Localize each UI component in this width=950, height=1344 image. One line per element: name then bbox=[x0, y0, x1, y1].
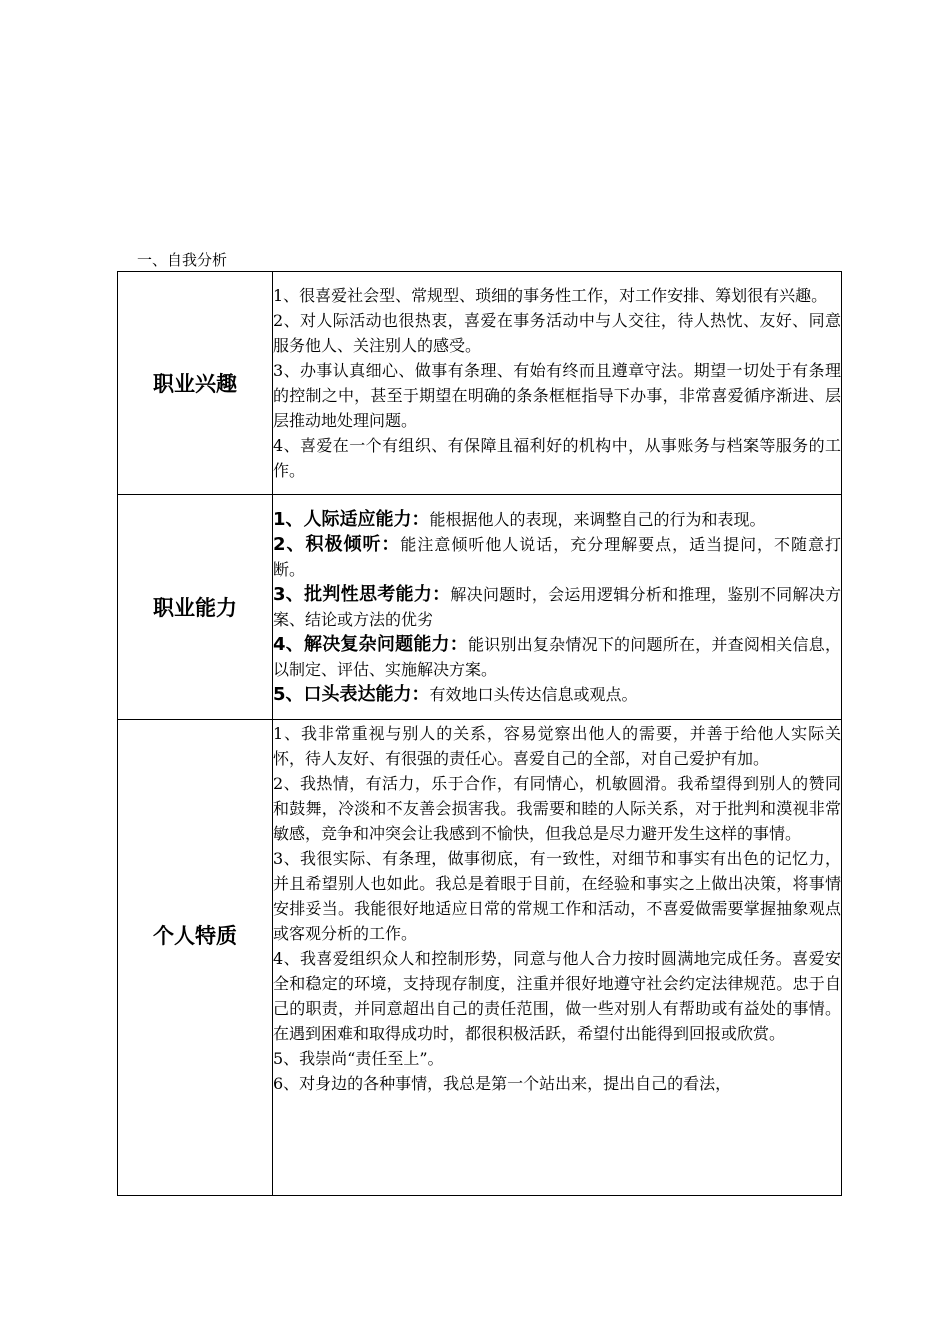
ability-item-1-title: 1、人际适应能力： bbox=[273, 509, 430, 530]
traits-paragraph-6: 6、对身边的各种事情，我总是第一个站出来，提出自己的看法， bbox=[273, 1073, 732, 1093]
ability-item-5-text: 有效地口头传达信息或观点。 bbox=[429, 685, 638, 704]
row-label-traits: 个人特质 bbox=[153, 924, 237, 948]
label-cell-traits bbox=[118, 720, 273, 1196]
traits-paragraph-3: 3、我很实际、有条理，做事彻底，有一致性，对细节和事实有出色的记忆力，并且希望别人也如此。我总是着眼于目前，在经验和事实之上做出决策，将事情安排妥当。我能很好地适应日常的常规工作和活动，不喜爱做需要掌握抽象观点或客观分析的工作。 bbox=[273, 848, 841, 943]
interest-paragraph-2: 2、对人际活动也很热衷，喜爱在事务活动中与人交往，待人热忱、友好、同意服务他人、关注别人的感受。 bbox=[273, 311, 841, 355]
ability-item-3-text: 解决问题时，会运用逻辑分析和推理，鉴别不同解决方案、结论或方法的优劣 bbox=[273, 585, 841, 629]
content-cell-interest bbox=[273, 272, 842, 495]
ability-item-2-text: 能注意倾听他人说话，充分理解要点，适当提问，不随意打断。 bbox=[273, 535, 841, 579]
ability-item-2-title: 2、积极倾听： bbox=[273, 534, 401, 555]
traits-paragraph-2: 2、我热情，有活力，乐于合作，有同情心，机敏圆滑。我希望得到别人的赞同和鼓舞，冷淡和不友善会损害我。我需要和睦的人际关系，对于批判和漠视非常敏感，竞争和冲突会让我感到不愉快，但我总是尽力避开发生这样的事情。 bbox=[273, 773, 841, 843]
ability-item-3-title: 3、批判性思考能力： bbox=[273, 584, 451, 605]
label-cell-ability bbox=[118, 495, 273, 720]
self-analysis-table bbox=[117, 271, 842, 1196]
table-row-interest bbox=[118, 272, 842, 495]
ability-item-1-text: 能根据他人的表现，来调整自己的行为和表现。 bbox=[429, 510, 766, 529]
ability-item-2 bbox=[273, 532, 841, 582]
section-heading: 一、自我分析 bbox=[137, 251, 228, 269]
row-label-ability: 职业能力 bbox=[153, 596, 237, 620]
ability-item-3 bbox=[273, 582, 841, 632]
traits-paragraph-1: 1、我非常重视与别人的关系，容易觉察出他人的需要，并善于给他人实际关怀，待人友好、有很强的责任心。喜爱自己的全部，对自己爱护有加。 bbox=[273, 723, 841, 768]
label-cell-interest bbox=[118, 272, 273, 495]
interest-paragraph-3: 3、办事认真细心、做事有条理、有始有终而且遵章守法。期望一切处于有条理的控制之中，甚至于期望在明确的条条框框指导下办事，非常喜爱循序渐进、层层推动地处理问题。 bbox=[273, 361, 841, 430]
interest-paragraph-1: 1、很喜爱社会型、常规型、琐细的事务性工作，对工作安排、筹划很有兴趣。 bbox=[273, 286, 828, 305]
ability-item-1 bbox=[273, 507, 841, 532]
traits-paragraph-5: 5、我崇尚“责任至上”。 bbox=[273, 1048, 444, 1068]
row-label-interest: 职业兴趣 bbox=[153, 372, 237, 396]
ability-item-4-text: 能识别出复杂情况下的问题所在，并查阅相关信息，以制定、评估、实施解决方案。 bbox=[273, 635, 841, 679]
ability-item-4 bbox=[273, 632, 841, 682]
table-row-ability bbox=[118, 495, 842, 720]
ability-item-5 bbox=[273, 682, 841, 707]
ability-item-5-title: 5、口头表达能力： bbox=[273, 684, 430, 705]
ability-item-4-title: 4、解决复杂问题能力： bbox=[273, 634, 469, 655]
content-cell-ability bbox=[273, 495, 842, 720]
interest-paragraph-4: 4、喜爱在一个有组织、有保障且福利好的机构中，从事账务与档案等服务的工作。 bbox=[273, 436, 841, 480]
traits-paragraph-4: 4、我喜爱组织众人和控制形势，同意与他人合力按时圆满地完成任务。喜爱安全和稳定的环境，支持现存制度，注重并很好地遵守社会约定法律规范。忠于自己的职责，并同意超出自己的责任范围，做一些对别人有帮助或有益处的事情。在遇到困难和取得成功时，都很积极活跃，希望付出能得到回报或欣赏。 bbox=[273, 948, 841, 1043]
content-cell-traits bbox=[273, 720, 842, 1196]
table-row-traits bbox=[118, 720, 842, 1196]
